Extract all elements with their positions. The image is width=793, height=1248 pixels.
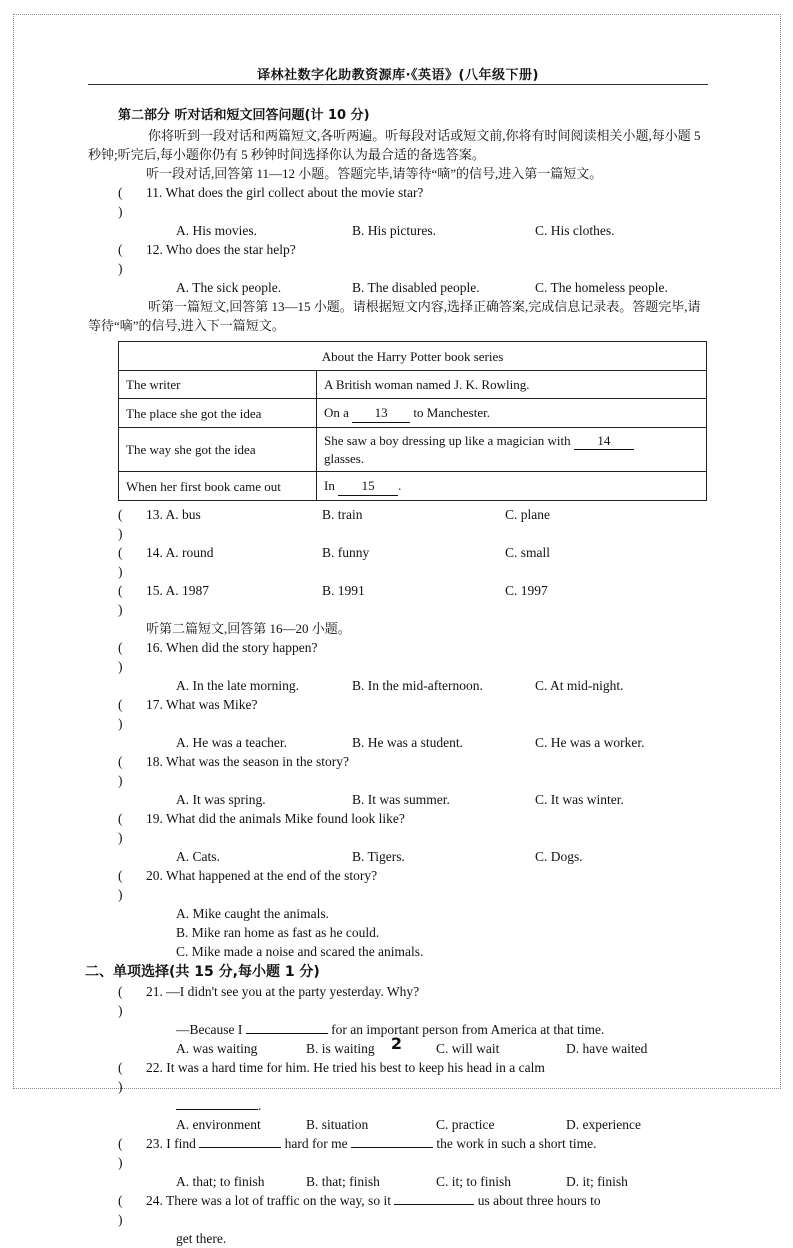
option-a[interactable]: A. Mike caught the animals.	[176, 906, 329, 921]
option-c[interactable]: C. Mike made a noise and scared the animals.	[176, 944, 424, 959]
question-19: () 19. What did the animals Mike found look like?	[88, 809, 710, 847]
option-c[interactable]: C. It was winter.	[535, 792, 624, 807]
table-row	[119, 371, 707, 399]
option-a[interactable]: A. that; to finish	[176, 1174, 265, 1189]
option-a[interactable]: A. The sick people.	[176, 280, 282, 295]
options-11	[88, 221, 710, 240]
option-a[interactable]: A. round	[165, 545, 214, 560]
option-c[interactable]: C. 1997	[505, 583, 548, 598]
option-b[interactable]: B. He was a student.	[352, 735, 463, 750]
question-20: () 20. What happened at the end of the story?	[88, 866, 710, 904]
option-d[interactable]: D. have waited	[566, 1041, 648, 1056]
option-c[interactable]: C. He was a worker.	[535, 735, 645, 750]
option-b[interactable]: B. situation	[306, 1117, 369, 1132]
table-title: About the Harry Potter book series	[119, 342, 707, 371]
table-row	[119, 399, 707, 428]
exam-content	[85, 106, 710, 1248]
option-b[interactable]: B. Tigers.	[352, 849, 405, 864]
question-14: () 14. A. round B. funny C. small	[88, 543, 710, 581]
part2-intro: 你将听到一段对话和两篇短文,各听两遍。听每段对话或短文前,你将有时间阅读相关小题,每小题 5 秒钟;听完后,每小题你仍有 5 秒钟时间选择你认为最合适的备选答案。	[88, 128, 701, 162]
question-stem-cont: —Because I for an important person from America at that time.	[176, 1022, 605, 1037]
options-23	[88, 1172, 710, 1191]
question-stem-cont: .	[88, 1096, 710, 1115]
question-11: () 11. What does the girl collect about the movie star?	[88, 183, 710, 221]
option-b[interactable]: B. 1991	[322, 583, 365, 598]
option-b[interactable]: B. that; finish	[306, 1174, 380, 1189]
table-row	[119, 428, 707, 472]
answer-blank[interactable]: ()	[118, 507, 123, 541]
answer-blank[interactable]: ()	[118, 583, 123, 617]
option-a[interactable]: A. In the late morning.	[176, 678, 299, 693]
option-c[interactable]: C. practice	[436, 1117, 495, 1132]
option-c[interactable]: C. The homeless people.	[535, 280, 668, 295]
page-header: 译林社数字化助教资源库·《英语》(八年级下册)	[88, 64, 708, 85]
answer-blank[interactable]: ()	[118, 1060, 123, 1094]
section-title: 二、单项选择(共 15 分,每小题 1 分)	[85, 964, 320, 980]
answer-blank[interactable]: ()	[118, 545, 123, 579]
question-18: () 18. What was the season in the story?	[88, 752, 710, 790]
passage2-instruction: 听第二篇短文,回答第 16—20 小题。	[146, 621, 351, 636]
option-c[interactable]: C. At mid-night.	[535, 678, 624, 693]
answer-blank[interactable]: ()	[118, 640, 123, 674]
option-b[interactable]: B. Mike ran home as fast as he could.	[176, 925, 380, 940]
question-stem: It was a hard time for him. He tried his best to keep his head in a calm	[166, 1060, 545, 1075]
question-23: () 23. I find hard for me the work in such a short time.	[88, 1134, 710, 1172]
option-b[interactable]: B. His pictures.	[352, 223, 436, 238]
fill-blank[interactable]	[394, 1204, 474, 1205]
answer-blank[interactable]: ()	[118, 697, 123, 731]
options-17	[88, 733, 710, 752]
answer-blank[interactable]: ()	[118, 984, 123, 1018]
option-b[interactable]: B. train	[322, 507, 363, 522]
option-a[interactable]: A. 1987	[165, 583, 210, 598]
answer-blank[interactable]: ()	[118, 242, 123, 276]
fill-blank-13[interactable]: 13	[352, 403, 410, 423]
options-12	[88, 278, 710, 297]
fill-blank[interactable]	[351, 1147, 433, 1148]
option-c[interactable]: C. plane	[505, 507, 550, 522]
option-a[interactable]: A. He was a teacher.	[176, 735, 287, 750]
options-22	[88, 1115, 710, 1134]
question-stem: What happened at the end of the story?	[166, 868, 378, 883]
option-d[interactable]: D. experience	[566, 1117, 641, 1132]
table-value: On a 13 to Manchester.	[317, 399, 707, 428]
option-a[interactable]: A. His movies.	[176, 223, 257, 238]
option-c[interactable]: C. it; to finish	[436, 1174, 512, 1189]
table-key: The writer	[119, 371, 317, 399]
question-12: () 12. Who does the star help?	[88, 240, 710, 278]
question-16: () 16. When did the story happen?	[88, 638, 710, 676]
answer-blank[interactable]: ()	[118, 185, 123, 219]
option-c[interactable]: C. Dogs.	[535, 849, 583, 864]
table-key: The way she got the idea	[119, 428, 317, 472]
option-d[interactable]: D. it; finish	[566, 1174, 628, 1189]
question-stem: —I didn't see you at the party yesterday. Why?	[166, 984, 420, 999]
table-value: A British woman named J. K. Rowling.	[317, 371, 707, 399]
question-22: () 22. It was a hard time for him. He tried his best to keep his head in a calm	[88, 1058, 710, 1096]
options-18	[88, 790, 710, 809]
fill-blank[interactable]	[199, 1147, 281, 1148]
option-c[interactable]: C. His clothes.	[535, 223, 615, 238]
answer-blank[interactable]: ()	[118, 868, 123, 902]
option-b[interactable]: B. is waiting	[306, 1041, 375, 1056]
question-stem: What did the animals Mike found look like?	[166, 811, 405, 826]
answer-blank[interactable]: ()	[118, 1136, 123, 1170]
question-24: () 24. There was a lot of traffic on the way, so it us about three hours to	[88, 1191, 710, 1229]
options-19	[88, 847, 710, 866]
option-a[interactable]: A. environment	[176, 1117, 261, 1132]
passage1-instruction: 听第一篇短文,回答第 13—15 小题。请根据短文内容,选择正确答案,完成信息记录表。答题完毕,请等待“嘀”的信号,进入下一篇短文。	[88, 299, 701, 333]
question-stem: What was Mike?	[166, 697, 258, 712]
part2-title: 第二部分 听对话和短文回答问题(计 10 分)	[118, 108, 370, 123]
table-key: When her first book came out	[119, 472, 317, 501]
answer-blank[interactable]: ()	[118, 1193, 123, 1227]
question-stem: What was the season in the story?	[166, 754, 349, 769]
option-b[interactable]: B. The disabled people.	[352, 280, 480, 295]
question-17: () 17. What was Mike?	[88, 695, 710, 733]
dialogue-instruction: 听一段对话,回答第 11—12 小题。答题完毕,请等待“嘀”的信号,进入第一篇短文。	[146, 166, 603, 181]
option-a[interactable]: A. was waiting	[176, 1041, 258, 1056]
page-number: 2	[390, 1034, 403, 1053]
table-value: In 15 .	[317, 472, 707, 501]
question-13: () 13. A. bus B. train C. plane	[88, 505, 710, 543]
option-c[interactable]: C. small	[505, 545, 551, 560]
table-key: The place she got the idea	[119, 399, 317, 428]
option-a[interactable]: A. bus	[165, 507, 201, 522]
question-stem: When did the story happen?	[166, 640, 318, 655]
options-16	[88, 676, 710, 695]
option-a[interactable]: A. It was spring.	[176, 792, 266, 807]
option-a[interactable]: A. Cats.	[176, 849, 220, 864]
info-table	[118, 341, 707, 501]
option-b[interactable]: B. It was summer.	[352, 792, 450, 807]
question-15: () 15. A. 1987 B. 1991 C. 1997	[88, 581, 710, 619]
table-value: She saw a boy dressing up like a magician with 14 glasses.	[317, 428, 707, 472]
question-stem: Who does the star help?	[166, 242, 296, 257]
fill-blank-15[interactable]: 15	[338, 476, 398, 496]
fill-blank[interactable]	[176, 1109, 258, 1110]
question-stem: What does the girl collect about the movie star?	[165, 185, 424, 200]
option-b[interactable]: B. funny	[322, 545, 370, 560]
answer-blank[interactable]: ()	[118, 811, 123, 845]
answer-blank[interactable]: ()	[118, 754, 123, 788]
table-row	[119, 472, 707, 501]
fill-blank-14[interactable]: 14	[574, 432, 634, 450]
question-21: () 21. —I didn't see you at the party yesterday. Why?	[88, 982, 710, 1020]
question-stem-cont: get there.	[176, 1231, 227, 1246]
option-c[interactable]: C. will wait	[436, 1041, 500, 1056]
option-b[interactable]: B. In the mid-afternoon.	[352, 678, 483, 693]
